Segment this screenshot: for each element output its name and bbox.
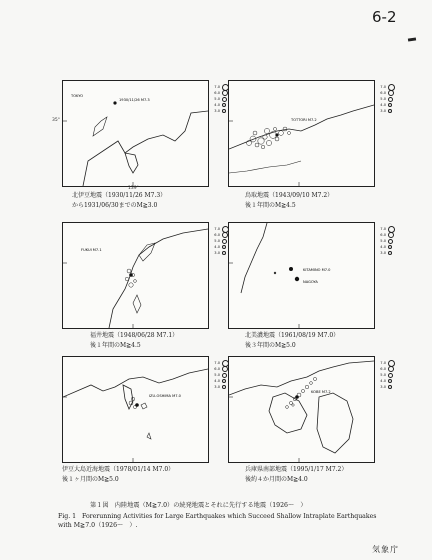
caption-hyogo-nanbu-line2: 後約４か月間のM≧4.0: [245, 476, 308, 483]
caption-hyogo-nanbu-line1: 兵庫県南部地震（1995/1/17 M7.2）: [245, 466, 348, 473]
epicenter-label: TOTTORI M7.2: [291, 118, 317, 122]
corner-mark: [408, 37, 416, 41]
station-label: NAGOYA: [303, 280, 318, 284]
legend-hyogo-nanbu: 7.0 6.0 5.0 4.0 3.0: [376, 360, 395, 390]
figure-caption-japanese: 第１図 内陸地震（M≧7.0）の続発地震とそれに先行する地震（1926～ ）: [90, 502, 307, 509]
epicenter-marker: [295, 395, 299, 399]
island-south: [147, 433, 151, 439]
awaji-island: [269, 393, 307, 433]
coastline: [109, 229, 208, 328]
coastline-south: [229, 161, 301, 173]
caption-fukui-line2: 後１年間のM≧4.5: [90, 342, 141, 349]
map-panel-tottori: [228, 80, 375, 187]
epicenter-label: 1930/11/26 M7.3: [119, 98, 150, 102]
map-hyogo-nanbu: [229, 357, 374, 462]
epicenter-marker: [275, 133, 278, 136]
izu-peninsula: [125, 153, 138, 173]
epicenter-marker: [113, 101, 116, 104]
caption-izu-oshima-line1: 伊豆大島近海地震（1978/01/14 M7.0）: [62, 466, 175, 473]
map-panel-fukui: [62, 222, 209, 329]
agency-name: 気象庁: [372, 545, 399, 554]
tick-x: 139°: [128, 186, 139, 191]
oshima-island: [141, 403, 147, 409]
map-panel-hyogo-nanbu: [228, 356, 375, 463]
coastline-inner: [93, 117, 107, 136]
legend-tottori: 7.0 6.0 5.0 4.0 3.0: [376, 84, 395, 114]
caption-kita-mino-line2: 後３年間のM≧5.0: [245, 342, 296, 349]
lake-biwa: [133, 295, 141, 313]
coastline: [241, 223, 267, 293]
map-panel-kita-izu: [62, 80, 209, 187]
legend-izu-oshima: 7.0 6.0 5.0 4.0 3.0: [210, 360, 229, 390]
figure-caption-english: [58, 512, 388, 530]
caption-kita-mino-line1: 北美濃地震（1961/08/19 M7.0）: [245, 332, 340, 339]
map-tottori: [229, 81, 374, 186]
epicenter-marker: [295, 277, 299, 281]
map-kita-izu: [63, 81, 208, 186]
legend-kita-mino: 7.0 6.0 5.0 4.0 3.0: [376, 226, 395, 256]
epicenter-label: FUKUI M7.1: [81, 248, 102, 252]
caption-kita-izu-line2: から1931/06/30までのM≧3.0: [72, 202, 158, 209]
map-fukui: [63, 223, 208, 328]
caption-izu-oshima-line2: 後１ヶ月間のM≧5.0: [62, 476, 119, 483]
aftershock-cluster: [247, 127, 291, 149]
coastline: [63, 369, 208, 397]
map-panel-kita-mino: [228, 222, 375, 329]
caption-tottori-line1: 鳥取地震（1943/09/10 M7.2）: [245, 192, 334, 199]
foreshock: [289, 267, 293, 271]
coastline: [229, 105, 374, 149]
map-izu-oshima: [63, 357, 208, 462]
epicenter-label: IZU-OSHIMA M7.0: [149, 394, 181, 398]
figure-number: Fig. 1: [58, 513, 77, 520]
izu-peninsula: [123, 385, 133, 409]
legend-kita-izu: 7.0 6.0 5.0 4.0 3.0: [210, 84, 229, 114]
epicenter-marker: [129, 273, 133, 277]
kii-peninsula: [317, 393, 353, 453]
epicenter-label: KITAMINO M7.0: [303, 268, 331, 272]
coastline: [83, 111, 208, 186]
epicenter-label: KOBE M7.2: [311, 390, 331, 394]
page-number: 6-2: [372, 8, 397, 26]
coastline-north: [229, 361, 374, 395]
map-panel-izu-oshima: [62, 356, 209, 463]
station-label: TOKYO: [71, 94, 84, 98]
legend-fukui: 7.0 6.0 5.0 4.0 3.0: [210, 226, 229, 256]
peninsula: [139, 243, 155, 261]
tick-y: 35°: [52, 118, 60, 123]
foreshock: [274, 272, 276, 274]
caption-fukui-line1: 福井地震（1948/06/28 M7.1）: [90, 332, 179, 339]
caption-tottori-line2: 後１年間のM≧4.5: [245, 202, 296, 209]
figure-caption-english-text: Forerunning Activities for Large Earthquakes which Succeed Shallow Intraplate Earthquakes with M≧7.0（1926～ ）.: [58, 513, 377, 529]
epicenter-marker: [135, 403, 139, 407]
caption-kita-izu-line1: 北伊豆地震（1930/11/26 M7.3）: [72, 192, 167, 199]
map-kita-mino: [229, 223, 374, 328]
